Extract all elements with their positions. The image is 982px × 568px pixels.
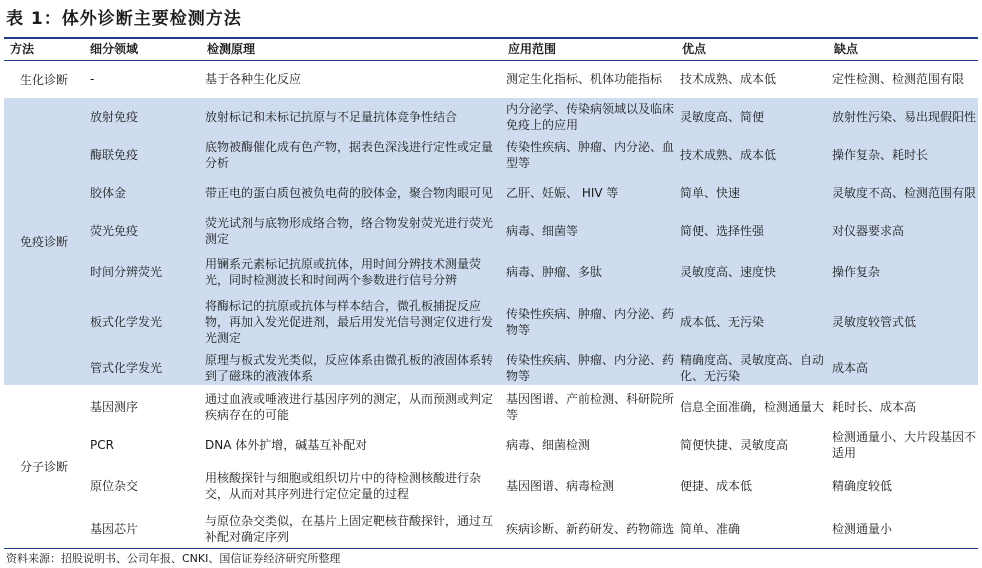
cell-pros <box>680 174 830 212</box>
field-text: 基因芯片 <box>90 521 139 536</box>
pros-text: 简便快捷、灵敏度高 <box>680 438 789 452</box>
cell-principle <box>205 212 501 250</box>
cell-principle <box>205 250 501 293</box>
field-text: 原位杂交 <box>90 478 139 493</box>
detection-methods-table <box>4 39 978 548</box>
cell-field <box>90 351 202 385</box>
header-method: 方法 <box>10 42 35 56</box>
scope-text: 传染性疾病、肿瘤、内分泌、药物等 <box>506 353 675 383</box>
principle-text: 基于各种生化反应 <box>205 72 302 86</box>
pros-text: 灵敏度高、速度快 <box>680 264 777 279</box>
field-text: 板式化学发光 <box>90 315 163 329</box>
field-text: 胶体金 <box>90 186 127 200</box>
pros-text: 成本低、无污染 <box>680 315 765 329</box>
header-scope: 应用范围 <box>508 42 557 56</box>
table-title: 表 1：体外诊断主要检测方法 <box>6 9 242 29</box>
pros-text: 简单、准确 <box>680 521 741 536</box>
cell-field <box>90 60 202 98</box>
scope-text: 病毒、肿瘤、多肽 <box>506 264 603 279</box>
cell-scope <box>506 293 678 351</box>
cell-pros <box>680 136 830 174</box>
cell-cons <box>832 174 976 212</box>
pros-text: 信息全面准确，检测通量大 <box>680 399 825 414</box>
cell-cons <box>832 509 976 548</box>
header-field: 细分领域 <box>90 42 139 56</box>
scope-text: 基因图谱、产前检测、科研院所等 <box>506 391 675 422</box>
cell-field <box>90 462 202 509</box>
cell-principle <box>205 385 501 428</box>
cell-field <box>90 98 202 136</box>
cell-principle <box>205 351 501 385</box>
cell-cons <box>832 136 976 174</box>
principle-text: 用核酸探针与细胞或组织切片中的待检测核酸进行杂交，从而对其序列进行定位定量的过程 <box>205 470 482 501</box>
cell-scope <box>506 462 678 509</box>
cell-scope <box>506 385 678 428</box>
cell-field <box>90 385 202 428</box>
cons-text: 检测通量小 <box>832 521 893 536</box>
cell-principle <box>205 174 501 212</box>
cell-scope <box>506 60 678 98</box>
category-immuno: 免疫诊断 <box>19 235 68 249</box>
principle-text: 将酶标记的抗原或抗体与样本结合，微孔板捕捉反应物，再加入发光促进剂，最后用发光信号测定仪进行发光测定 <box>205 299 494 345</box>
cell-pros <box>680 60 830 98</box>
pros-text: 简单、快速 <box>680 186 741 200</box>
cell-pros <box>680 98 830 136</box>
source-note: 资料来源：招股说明书、公司年报、CNKI、国信证券经济研究所整理 <box>6 552 341 565</box>
category-molecular: 分子诊断 <box>19 460 68 474</box>
field-text: 基因测序 <box>90 399 139 414</box>
cell-principle <box>205 462 501 509</box>
header-pros: 优点 <box>682 42 707 56</box>
pros-text: 简便、选择性强 <box>680 224 765 238</box>
cell-scope <box>506 351 678 385</box>
cell-cons <box>832 98 976 136</box>
cons-text: 检测通量小、大片段基因不适用 <box>832 430 977 460</box>
scope-text: 乙肝、妊娠、 HIV 等 <box>506 186 619 200</box>
field-text: 管式化学发光 <box>90 361 163 375</box>
cell-principle <box>205 60 501 98</box>
cell-principle <box>205 509 501 548</box>
cell-field <box>90 250 202 293</box>
pros-text: 技术成熟、成本低 <box>680 148 777 162</box>
pros-text: 灵敏度高、简便 <box>680 110 765 124</box>
cell-cons <box>832 385 976 428</box>
scope-text: 传染性疾病、肿瘤、内分泌、血型等 <box>506 140 675 170</box>
principle-text: 荧光试剂与底物形成络合物，络合物发射荧光进行荧光测定 <box>205 216 494 246</box>
cell-field <box>90 212 202 250</box>
principle-text: 带正电的蛋白质包被负电荷的胶体金，聚合物肉眼可见 <box>205 186 494 200</box>
principle-text: DNA 体外扩增，碱基互补配对 <box>205 438 368 452</box>
scope-text: 传染性疾病、肿瘤、内分泌、药物等 <box>506 307 675 337</box>
cell-pros <box>680 351 830 385</box>
header-cons: 缺点 <box>834 42 859 56</box>
scope-text: 病毒、细菌等 <box>506 224 579 238</box>
principle-text: 通过血液或唾液进行基因序列的测定，从而预测或判定疾病存在的可能 <box>205 391 494 422</box>
cons-text: 对仪器要求高 <box>832 224 905 238</box>
cell-pros <box>680 509 830 548</box>
cell-scope <box>506 250 678 293</box>
cell-cons <box>832 250 976 293</box>
cell-pros <box>680 250 830 293</box>
field-text: PCR <box>90 438 114 452</box>
category-biochem: 生化诊断 <box>19 72 68 87</box>
pros-text: 精确度高、灵敏度高、自动化、无污染 <box>680 353 825 383</box>
cell-field <box>90 509 202 548</box>
scope-text: 内分泌学、传染病领域以及临床免疫上的应用 <box>506 102 675 132</box>
cell-cons <box>832 351 976 385</box>
pros-text: 便捷、成本低 <box>680 478 753 493</box>
principle-text: 用镧系元素标记抗原或抗体，用时间分辨技术测量荧光，同时检测波长和时间两个参数进行信号分辨 <box>205 256 482 287</box>
cell-pros <box>680 212 830 250</box>
cell-principle <box>205 428 501 462</box>
principle-text: 与原位杂交类似，在基片上固定靶核苷酸探针，通过互补配对确定序列 <box>205 513 494 544</box>
cell-cons <box>832 462 976 509</box>
principle-text: 放射标记和未标记抗原与不足量抗体竞争性结合 <box>205 110 458 124</box>
scope-text: 疾病诊断、新药研发、药物筛选 <box>506 521 675 536</box>
cell-cons <box>832 60 976 98</box>
cell-field <box>90 428 202 462</box>
cell-pros <box>680 428 830 462</box>
cell-principle <box>205 98 501 136</box>
cell-principle <box>205 293 501 351</box>
principle-text: 原理与板式发光类似，反应体系由微孔板的液固体系转到了磁珠的液液体系 <box>205 353 494 383</box>
cons-text: 耗时长、成本高 <box>832 399 917 414</box>
cons-text: 定性检测、检测范围有限 <box>832 72 965 86</box>
cell-cons <box>832 293 976 351</box>
scope-text: 基因图谱、病毒检测 <box>506 478 615 493</box>
cons-text: 操作复杂、耗时长 <box>832 148 929 162</box>
cons-text: 放射性污染、易出现假阳性 <box>832 110 977 124</box>
cons-text: 灵敏度不高、检测范围有限 <box>832 186 977 200</box>
cell-field <box>90 136 202 174</box>
field-text: 荧光免疫 <box>90 224 139 238</box>
cell-cons <box>832 212 976 250</box>
cell-scope <box>506 98 678 136</box>
field-text: 酶联免疫 <box>90 148 139 162</box>
cell-scope <box>506 174 678 212</box>
cell-scope <box>506 509 678 548</box>
cell-scope <box>506 212 678 250</box>
cell-pros <box>680 385 830 428</box>
cell-principle <box>205 136 501 174</box>
cell-pros <box>680 293 830 351</box>
field-text: - <box>90 72 95 86</box>
bottom-rule <box>4 548 978 549</box>
cell-pros <box>680 462 830 509</box>
cell-cons <box>832 428 976 462</box>
cell-field <box>90 174 202 212</box>
field-text: 放射免疫 <box>90 110 139 124</box>
cons-text: 精确度较低 <box>832 478 893 493</box>
cell-field <box>90 293 202 351</box>
cons-text: 操作复杂 <box>832 264 881 279</box>
cell-scope <box>506 136 678 174</box>
cons-text: 成本高 <box>832 361 869 375</box>
scope-text: 测定生化指标、机体功能指标 <box>506 72 663 86</box>
principle-text: 底物被酶催化成有色产物，据表色深浅进行定性或定量分析 <box>205 140 494 170</box>
header-principle: 检测原理 <box>207 42 256 56</box>
field-text: 时间分辨荧光 <box>90 264 163 279</box>
scope-text: 病毒、细菌检测 <box>506 438 591 452</box>
pros-text: 技术成熟、成本低 <box>680 72 777 86</box>
cons-text: 灵敏度较管式低 <box>832 315 917 329</box>
cell-scope <box>506 428 678 462</box>
